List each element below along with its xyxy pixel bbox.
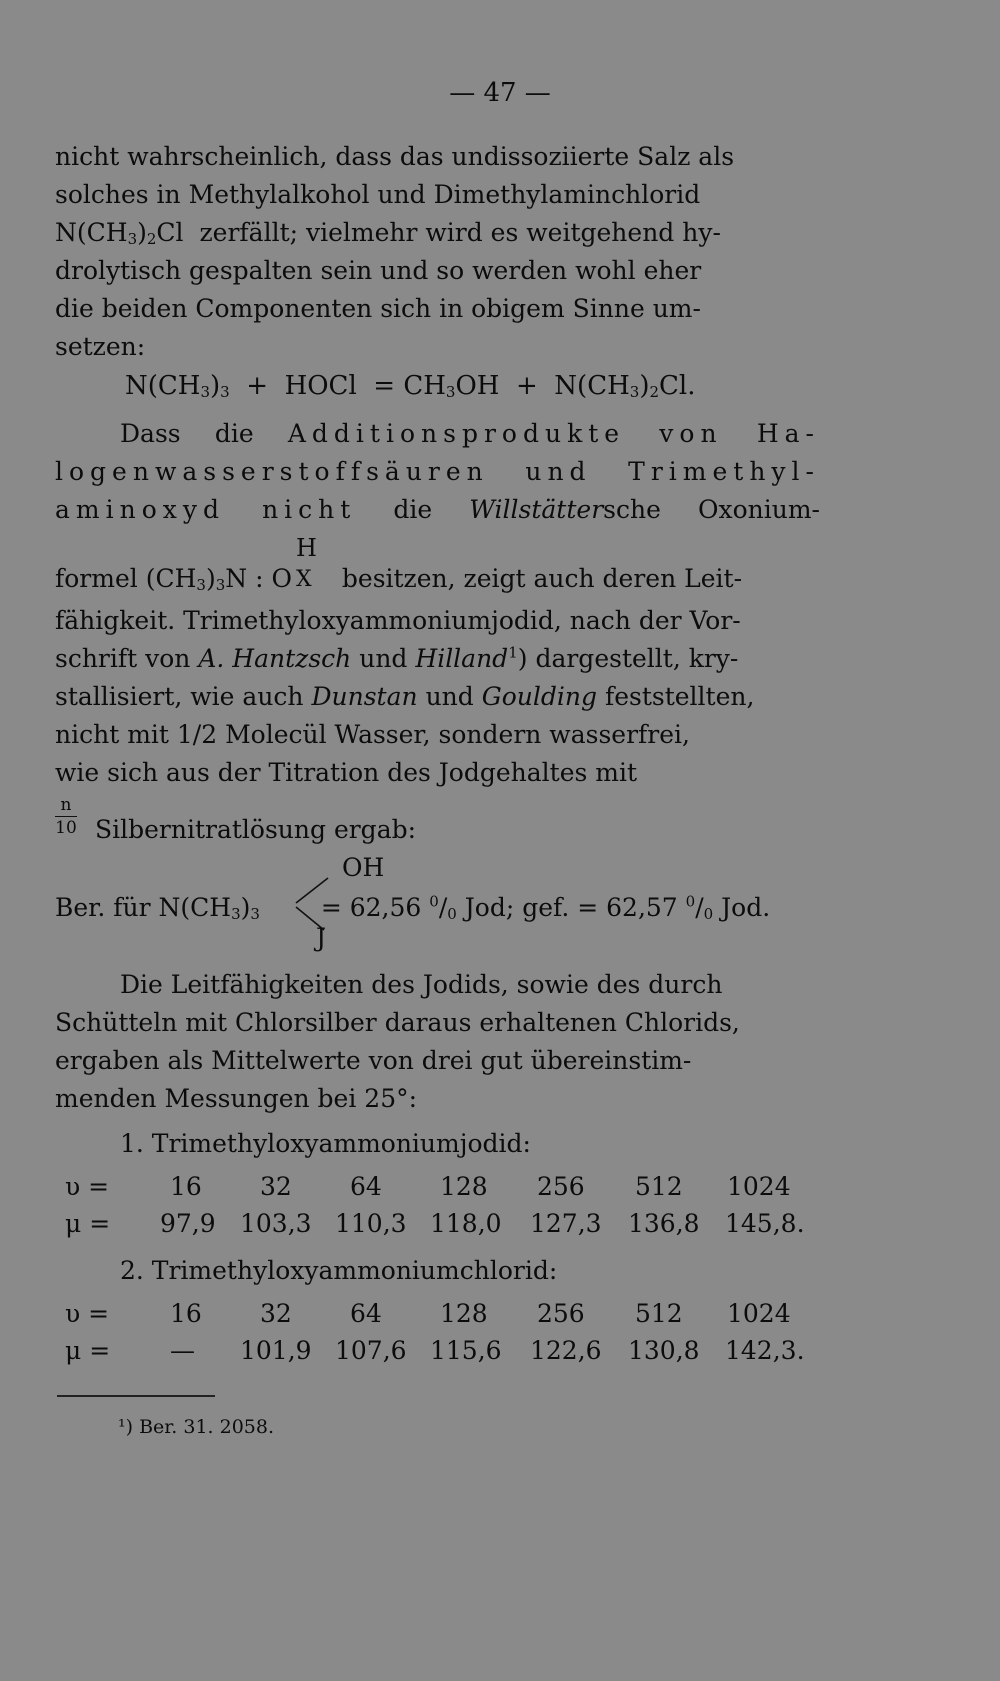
row-label: μ =: [65, 1209, 111, 1238]
table-cell: 118,0: [430, 1209, 502, 1238]
author-name: Willstätter: [469, 495, 604, 524]
text-line: drolytisch gespalten sein und so werden wohl eher: [55, 256, 702, 285]
table-cell: 64: [350, 1299, 382, 1328]
author-name: Hilland: [415, 644, 509, 673]
fraction-n-10: [55, 796, 77, 837]
text-line: logenwasserstoffsäuren und Trimethyl-: [55, 457, 820, 486]
table-cell: 145,8.: [725, 1209, 805, 1238]
footnote: ¹) Ber. 31. 2058.: [118, 1416, 274, 1438]
text-line: aminoxyd nicht die Willstättersche Oxonium-: [55, 495, 820, 524]
formula-label: OH: [342, 853, 385, 882]
table-cell: 16: [170, 1299, 202, 1328]
footnote-rule: [57, 1395, 215, 1397]
table-cell: 32: [260, 1172, 292, 1201]
table-title: 2. Trimethyloxyammoniumchlorid:: [120, 1256, 558, 1285]
text-segment: Die Leitfähigkeiten des Jodids, sowie des durch: [120, 970, 723, 999]
text-line: [120, 966, 820, 1004]
text-line: wie sich aus der Titration des Jodgehaltes mit: [55, 758, 638, 787]
table-cell: 103,3: [240, 1209, 312, 1238]
text-segment: dargestellt, kry-: [535, 644, 739, 673]
table-cell: 1024: [727, 1172, 791, 1201]
row-label: μ =: [65, 1336, 111, 1365]
text-line: Silbernitratlösung ergab:: [95, 815, 417, 844]
text-segment: zerfällt; vielmehr wird es weitgehend hy-: [199, 218, 721, 247]
table-cell: 256: [537, 1172, 585, 1201]
table-cell: 32: [260, 1299, 292, 1328]
table-cell: 128: [440, 1299, 488, 1328]
text-segment: feststellten,: [604, 682, 755, 711]
formula: $N(CH_3)_2Cl$: [55, 218, 184, 248]
text-line: menden Messungen bei 25°:: [55, 1084, 418, 1113]
table-cell: 142,3.: [725, 1336, 805, 1365]
text-segment: stallisiert, wie auch: [55, 682, 304, 711]
text-line: Schütteln mit Chlorsilber daraus erhaltenen Chlorids,: [55, 1008, 740, 1037]
text-line: ergaben als Mittelwerte von drei gut übereinstim-: [55, 1046, 692, 1075]
table-title: 1. Trimethyloxyammoniumjodid:: [120, 1129, 531, 1158]
table-cell: 115,6: [430, 1336, 502, 1365]
author-name: Goulding: [481, 682, 597, 711]
table-cell: 107,6: [335, 1336, 407, 1365]
text-line: die beiden Componenten sich in obigem Sinne um-: [55, 294, 701, 323]
formula-J: J: [316, 923, 327, 952]
table-row: [55, 1209, 820, 1245]
table-row: [55, 1336, 820, 1372]
text-line: fähigkeit. Trimethyloxyammoniumjodid, nach der Vor-: [55, 606, 741, 635]
fraction-denominator: 10: [55, 818, 77, 838]
table-cell: —: [170, 1336, 195, 1365]
text-line: nicht wahrscheinlich, dass das undissoziierte Salz als: [55, 142, 735, 171]
formula-H: H: [295, 534, 317, 562]
text-line: setzen:: [55, 332, 146, 361]
fraction-numerator: n: [60, 795, 72, 815]
table-cell: 127,3: [530, 1209, 602, 1238]
table-cell: 128: [440, 1172, 488, 1201]
table-cell: 136,8: [628, 1209, 700, 1238]
text-line: nicht mit 1/2 Molecül Wasser, sondern wasserfrei,: [55, 720, 690, 749]
table-cell: 1024: [727, 1299, 791, 1328]
table-cell: 122,6: [530, 1336, 602, 1365]
table-row: [55, 1299, 820, 1335]
author-name: A. Hantzsch: [198, 644, 352, 673]
text-line: solches in Methylalkohol und Dimethylaminchlorid: [55, 180, 701, 209]
text-segment: und: [359, 644, 408, 673]
table-row: [55, 1172, 820, 1208]
page-number: — 47 —: [449, 78, 551, 108]
table-cell: 97,9: [160, 1209, 216, 1238]
table-cell: 101,9: [240, 1336, 312, 1365]
chemical-equation: $N(CH_3)_3$ + HOCl = $CH_3OH + N(CH_3)_2Cl$.: [125, 371, 696, 401]
formula-X: X: [295, 567, 312, 592]
calculation-line: Ber. für $N(CH_3)_3 = 62,56$ $^0/_0$ Jod; gef. = 62,57 $^0/_0$ Jod.: [55, 892, 771, 923]
table-cell: 64: [350, 1172, 382, 1201]
table-cell: 16: [170, 1172, 202, 1201]
table-cell: 256: [537, 1299, 585, 1328]
text-segment: besitzen, zeigt auch deren Leit-: [341, 564, 743, 593]
text-line: [55, 678, 820, 716]
text-line: [55, 214, 820, 252]
table-cell: 110,3: [335, 1209, 407, 1238]
text-line: schrift von A. Hantzsch und Hilland$^1$) dargestellt, kry-: [55, 643, 739, 673]
table-cell: 512: [635, 1172, 683, 1201]
table-cell: 130,8: [628, 1336, 700, 1365]
text-line: Dass die Additionsprodukte von Ha-: [120, 419, 820, 448]
text-segment: und: [425, 682, 474, 711]
footnote-mark: 1: [508, 643, 518, 662]
author-name: Dunstan: [311, 682, 418, 711]
table-cell: 512: [635, 1299, 683, 1328]
text-segment: schrift von: [55, 644, 191, 673]
row-label: υ =: [65, 1299, 110, 1328]
row-label: υ =: [65, 1172, 110, 1201]
text-line: formel $(CH_3)_3N$ : O H X besitzen, zeigt auch deren Leit-: [55, 549, 820, 598]
